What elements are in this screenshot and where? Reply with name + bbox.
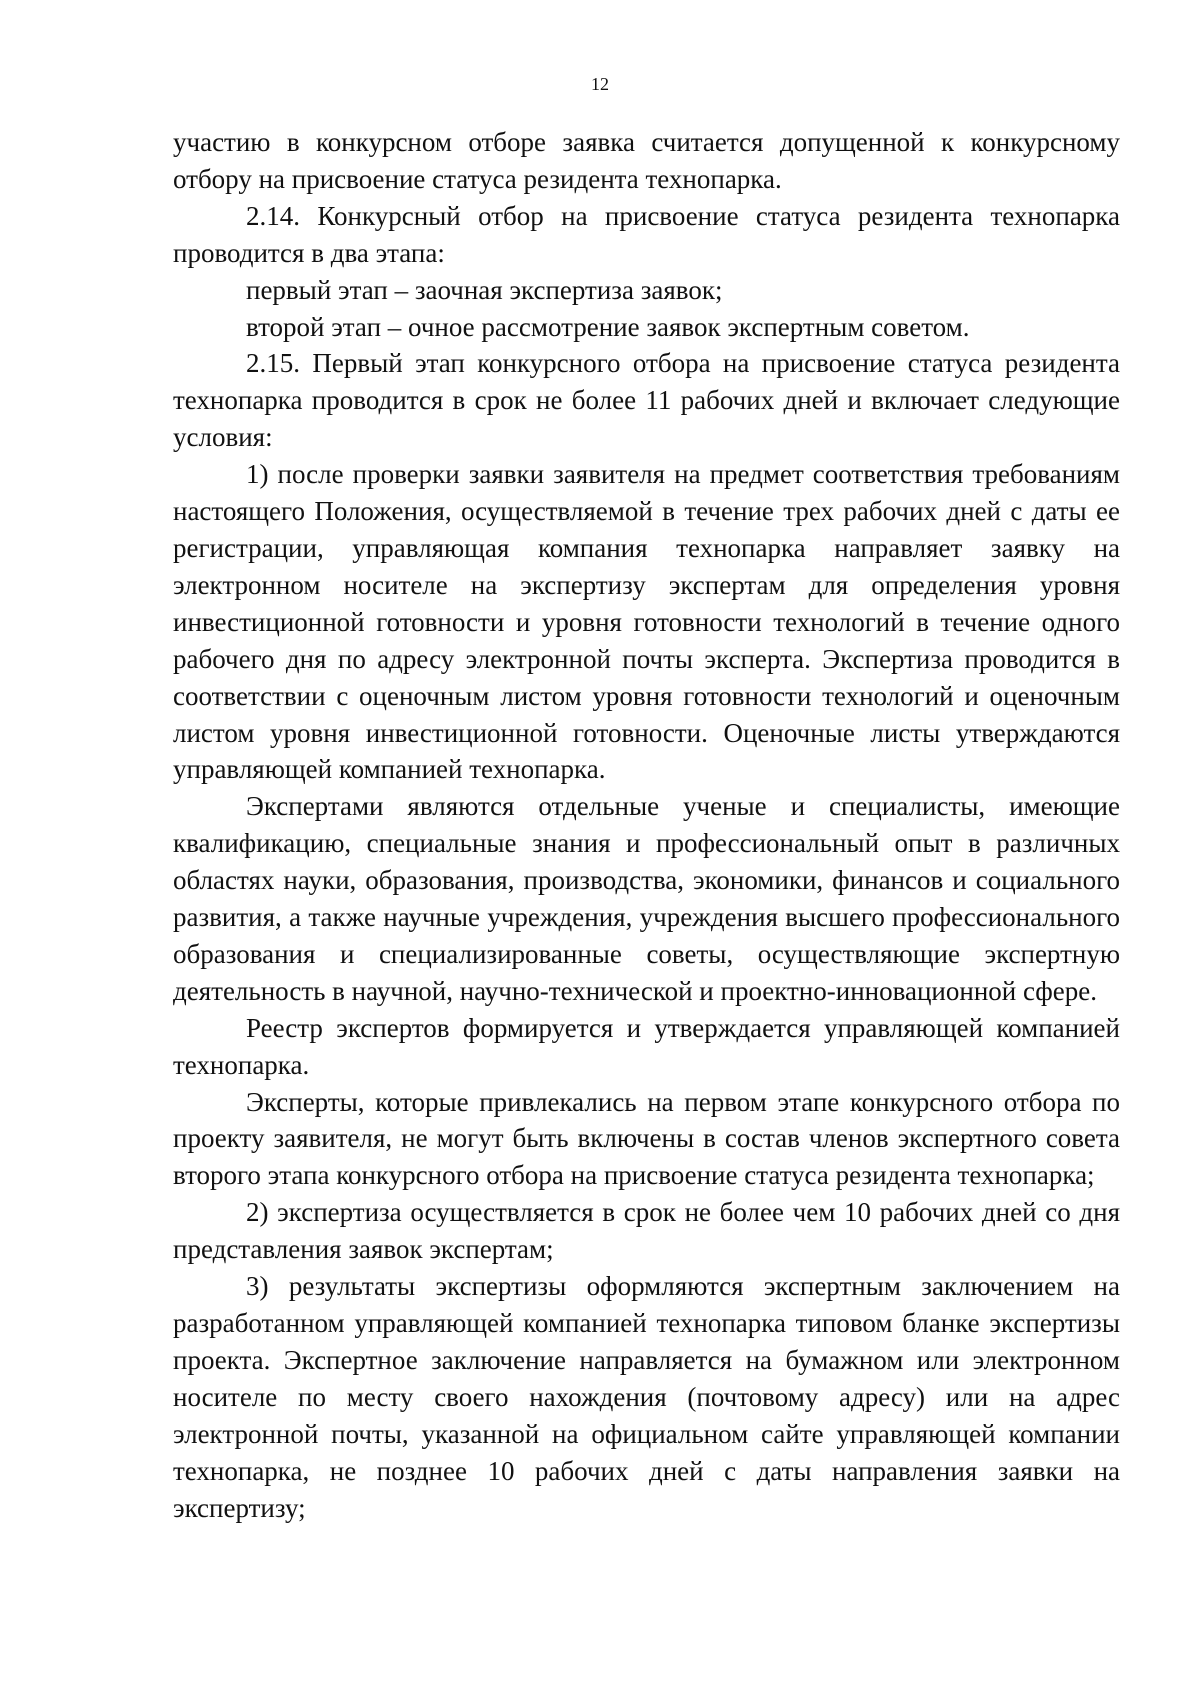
paragraph-experts-restriction: Эксперты, которые привлекались на первом этапе конкурсного отбора по проекту заявителя, не могут быть включены в состав членов экспертного совета второго этапа конкурсного отбора на присвоение статуса резидента технопарка; (173, 1086, 1120, 1191)
paragraph-condition-3: 3) результаты экспертизы оформляются экспертным заключением на разработанном управляющей компанией технопарка типовом бланке экспертизы проекта. Экспертное заключение направляется на бумажном или электронном носителе по месту своего нахождения (почтовому адресу) или на адрес электронной почты, указанной на официальном сайте управляющей компании технопарка, не позднее 10 рабочих дней с даты направления заявки на экспертизу; (173, 1271, 1120, 1523)
document-body (173, 124, 1120, 1526)
paragraph-condition-2: 2) экспертиза осуществляется в срок не более чем 10 рабочих дней со дня представления заявок экспертам; (173, 1197, 1120, 1265)
paragraph-experts: Экспертами являются отдельные ученые и специалисты, имеющие квалификацию, специальные знания и профессиональный опыт в различных областях науки, образования, производства, экономики, финансов и социального развития, а также научные учреждения, учреждения высшего профессионального образования и специализированные советы, осуществляющие экспертную деятельность в научной, научно-технической и проектно-инновационной сфере. (173, 791, 1120, 1006)
paragraph-continuation: участию в конкурсном отборе заявка считается допущенной к конкурсному отбору на присвоение статуса резидента технопарка. (173, 127, 1120, 194)
paragraph-2-14: 2.14. Конкурсный отбор на присвоение статуса резидента технопарка проводится в два этапа: (173, 200, 1120, 268)
page-number: 12 (591, 74, 609, 94)
paragraph-registry: Реестр экспертов формируется и утверждается управляющей компанией технопарка. (173, 1012, 1120, 1080)
paragraph-2-15: 2.15. Первый этап конкурсного отбора на присвоение статуса резидента технопарка проводится в срок не более 11 рабочих дней и включает следующие условия: (173, 348, 1120, 453)
paragraph-stage-one: первый этап – заочная экспертиза заявок; (246, 274, 723, 305)
paragraph-condition-1: 1) после проверки заявки заявителя на предмет соответствия требованиям настоящего Положения, осуществляемой в течение трех рабочих дней с даты ее регистрации, управляющая компания технопарка направляет заявку на электронном носителе на экспертизу экспертам для определения уровня инвестиционной готовности и уровня готовности технологий в течение одного рабочего дня по адресу электронной почты эксперта. Экспертиза проводится в соответствии с оценочным листом уровня готовности технологий и оценочным листом уровня инвестиционной готовности. Оценочные листы утверждаются управляющей компанией технопарка. (173, 459, 1120, 785)
paragraph-stage-two: второй этап – очное рассмотрение заявок экспертным советом. (246, 311, 970, 342)
